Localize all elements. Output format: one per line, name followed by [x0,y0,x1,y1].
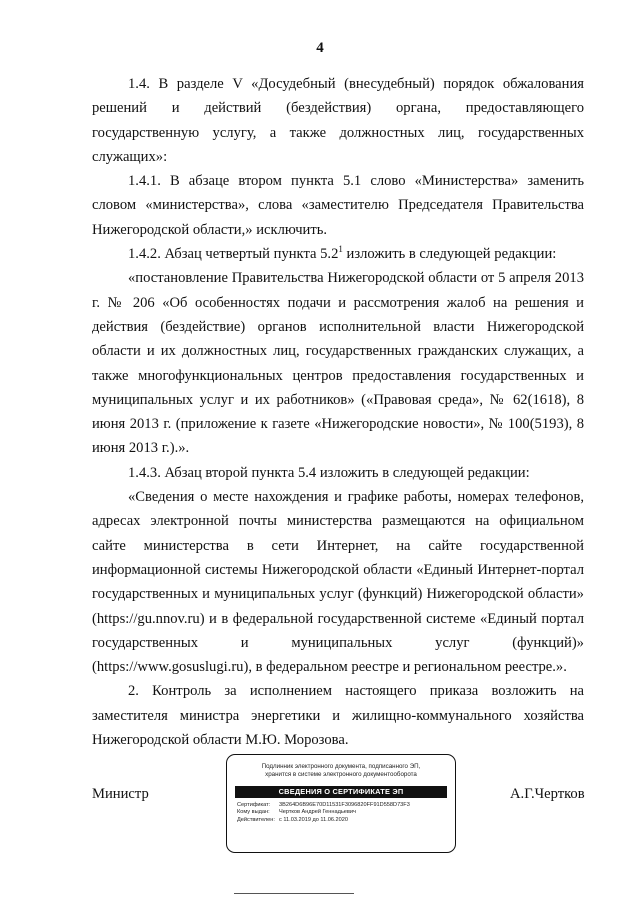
footnote-marker: 1 [338,244,343,255]
text-line: адресах электронной почты министерства размещаются на официальном сайте [92,513,584,554]
text-fragment: 1.4.2. Абзац четвертый пункта 5.2 [128,246,339,263]
text-line: Нижегородской области М.Ю. Морозова. [92,732,349,749]
validity-label: Действителен: [237,816,275,823]
paragraph-1-4-2 [92,242,584,266]
text-line: 2013 г. (приложение к газете «Нижегородские новости», № 100(5193), [129,416,573,433]
text-line: реестре и региональном реестре.». [351,659,567,676]
text-line: «постановление Правительства Нижегородской области от 5 апреля 2013 г. [92,270,584,311]
text-line: системы Нижегородской области «Единый Интернет-портал государственных и [92,561,584,603]
signatory-title: Министр [92,786,149,802]
issued-to-label: Кому выдан: [237,809,270,816]
certificate-label: Сертификат: [237,802,271,808]
footer-divider [234,893,354,894]
electronic-signature-stamp [226,754,456,853]
page-number: 4 [316,40,324,56]
validity-value: с 11.03.2019 до 11.06.2020 [279,816,348,823]
text-line: Нижегородской области,» исключить. [92,221,328,238]
stamp-header-line: хранится в системе электронного документооборота [265,771,417,778]
text-line: решений и действий (бездействия) органа, предоставляющего государственную [92,100,584,141]
text-line: 2. Контроль за исполнением настоящего приказа возложить на [128,683,584,700]
text-line: 1.4.3. Абзац второй пункта 5.4 изложить в следующей редакции: [128,464,530,481]
text-line: муниципальных услуг и их работников» («Правовая среда», № 62(1618), 8 июня [92,391,584,433]
paragraph-quote-1 [92,266,584,460]
text-line: № 206 «Об особенностях подачи и рассмотрения жалоб на решения и действия [92,294,584,335]
stamp-details [237,802,445,824]
text-line: муниципальных услуг (функций)» (https://www.gosuslugi.ru), в федеральном [92,634,584,676]
text-line: «Сведения о месте нахождения и графике работы, номерах телефонов, [128,489,584,506]
paragraph-1-4 [92,72,584,169]
issued-to-row [237,809,445,816]
signatory-name: А.Г.Чертков [510,786,585,802]
text-line: многофункциональных центров предоставления государственных и [138,367,584,384]
text-fragment: изложить в следующей редакции: [342,246,557,263]
stamp-header [227,763,455,779]
certificate-value: 3B264D6B96E70D11531F3096820FF91D558D73F3 [279,802,410,808]
validity-row [237,817,445,824]
paragraph-1-4-3 [92,461,584,485]
text-line: федеральной государственной системе «Единый портал государственных и [92,610,584,651]
text-line: муниципальных услуг (функций) Нижегородской области» (https://gu.nnov.ru) и в [92,586,584,627]
paragraph-2 [92,679,584,752]
paragraph-quote-2 [92,485,584,679]
text-line: должностных лиц, государственных гражданских служащих, а также [92,343,584,384]
text-line: 8 июня 2013 г.).». [92,416,584,457]
document-body [92,72,584,752]
stamp-header-line: Подлинник электронного документа, подписанного ЭП, [261,763,421,770]
paragraph-1-4-1 [92,169,584,242]
text-line: услугу, а также должностных лиц, государственных служащих»: [92,124,584,165]
text-line: заместителя министра энергетики и жилищно-коммунального хозяйства [92,707,584,724]
text-line: «министерства», слова «заместителю Председателя Правительства [145,197,584,214]
stamp-title-bar: СВЕДЕНИЯ О СЕРТИФИКАТЕ ЭП [235,786,447,798]
text-line: 1.4.1. В абзаце втором пункта 5.1 слово «Министерства» заменить словом [92,173,584,214]
text-line: министерства в сети Интернет, на сайте государственной информационной [92,537,584,578]
issued-to-value: Чертков Андрей Геннадьевич [279,809,356,816]
text-line: (бездействие) органов исполнительной власти Нижегородской области и их [92,318,584,360]
text-line: 1.4. В разделе V «Досудебный (внесудебный) порядок обжалования [128,76,584,92]
